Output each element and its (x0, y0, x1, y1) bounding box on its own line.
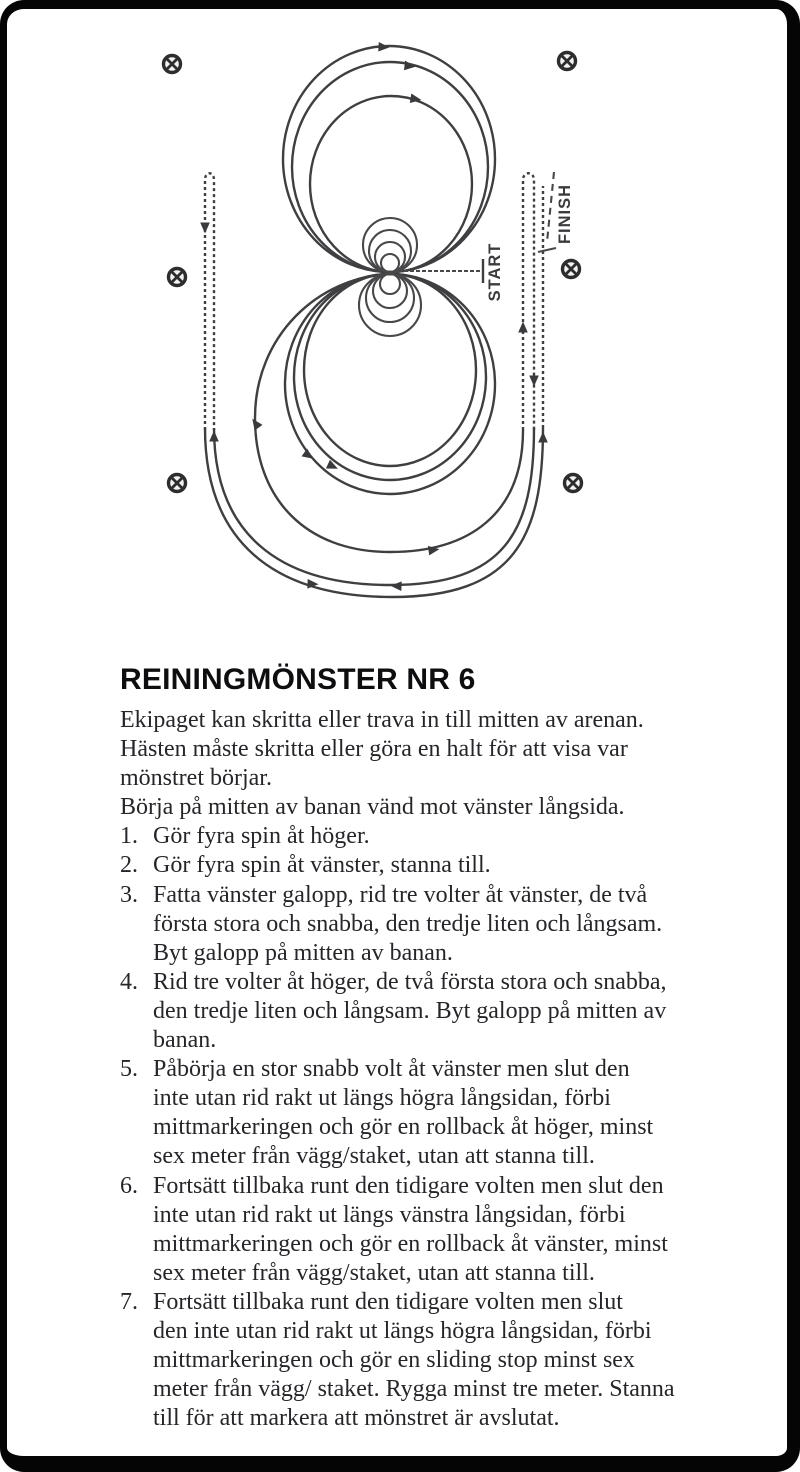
left-rundown-line (205, 173, 214, 430)
list-item (120, 851, 780, 880)
item-number: 7. (120, 1288, 138, 1315)
item-number: 4. (120, 968, 138, 995)
list-item (120, 1288, 780, 1433)
intro-line: Hästen måste skritta eller göra en halt för att visa var (120, 736, 628, 763)
item-number: 6. (120, 1172, 138, 1199)
item-line: Påbörja en stor snabb volt åt vänster men slut den (153, 1056, 630, 1083)
item-line: Fortsätt tillbaka runt den tidigare volten men slut den (153, 1172, 664, 1199)
right-rundown-line (523, 173, 534, 430)
item-line: Fortsätt tillbaka runt den tidigare volten men slut (153, 1288, 623, 1315)
intro-line: Ekipaget kan skritta eller trava in till mitten av arenan. (120, 707, 644, 733)
start-label: START (486, 242, 504, 302)
item-line: Fatta vänster galopp, rid tre volter åt vänster, de två (153, 881, 648, 908)
intro-line: mönstret börjar. (120, 765, 272, 792)
item-line: Rid tre volter åt höger, de två första stora och snabba, (153, 968, 667, 995)
item-line: inte utan rid rakt ut längs vänstra långsidan, förbi (153, 1201, 626, 1228)
item-line: Byt galopp på mitten av banan. (153, 939, 453, 966)
item-line: sex meter från vägg/staket, utan att stanna till. (153, 1143, 595, 1170)
instructions-block (120, 662, 780, 1433)
finish-label: FINISH (556, 183, 574, 245)
page-title: REININGMÖNSTER NR 6 (120, 663, 476, 696)
item-line: den inte utan rid rakt ut längs högra långsidan, förbi (153, 1317, 652, 1344)
intro-line: Börja på mitten av banan vänd mot vänster långsida. (120, 794, 625, 821)
list-item (120, 968, 780, 1055)
item-number: 2. (120, 852, 138, 879)
list-item (120, 1055, 780, 1171)
run-around-path (205, 428, 543, 597)
list-item (120, 881, 780, 968)
arena-marker-icon (565, 475, 582, 492)
item-number: 3. (120, 881, 138, 908)
bottom-voltes-circles (255, 274, 523, 552)
item-number: 1. (120, 823, 138, 850)
item-line: sex meter från vägg/staket, utan att stanna till. (153, 1259, 595, 1286)
arena-marker-icon (164, 56, 181, 73)
arena-marker-icon (169, 269, 186, 286)
item-line: den tredje liten och långsam. Byt galopp på mitten av (153, 997, 667, 1024)
item-line: Gör fyra spin åt höger. (153, 823, 370, 850)
arena-marker-icon (563, 261, 580, 278)
arena-marker-icon (169, 475, 186, 492)
finish-stop-mark (538, 172, 556, 252)
item-line: banan. (153, 1027, 217, 1054)
item-number: 5. (120, 1056, 138, 1083)
item-line: mittmarkeringen och gör en rollback åt höger, minst (153, 1114, 654, 1141)
list-item (120, 1172, 780, 1288)
arena-markers (164, 53, 582, 492)
item-line: mittmarkeringen och gör en rollback åt vänster, minst (153, 1230, 668, 1257)
top-voltes-circles (283, 46, 495, 272)
list-item (120, 822, 780, 851)
item-line: mittmarkeringen och gör en sliding stop minst sex (153, 1347, 635, 1374)
reining-pattern-diagram (0, 0, 800, 655)
item-line: till för att markera att mönstret är avslutat. (153, 1405, 560, 1432)
item-line: Gör fyra spin åt vänster, stanna till. (153, 852, 491, 879)
item-line: första stora och snabba, den tredje liten och långsam. (153, 910, 663, 937)
item-line: meter från vägg/ staket. Rygga minst tre meter. Stanna (153, 1376, 675, 1403)
arena-marker-icon (559, 53, 576, 70)
item-line: inte utan rid rakt ut längs högra långsidan, förbi (153, 1085, 611, 1112)
